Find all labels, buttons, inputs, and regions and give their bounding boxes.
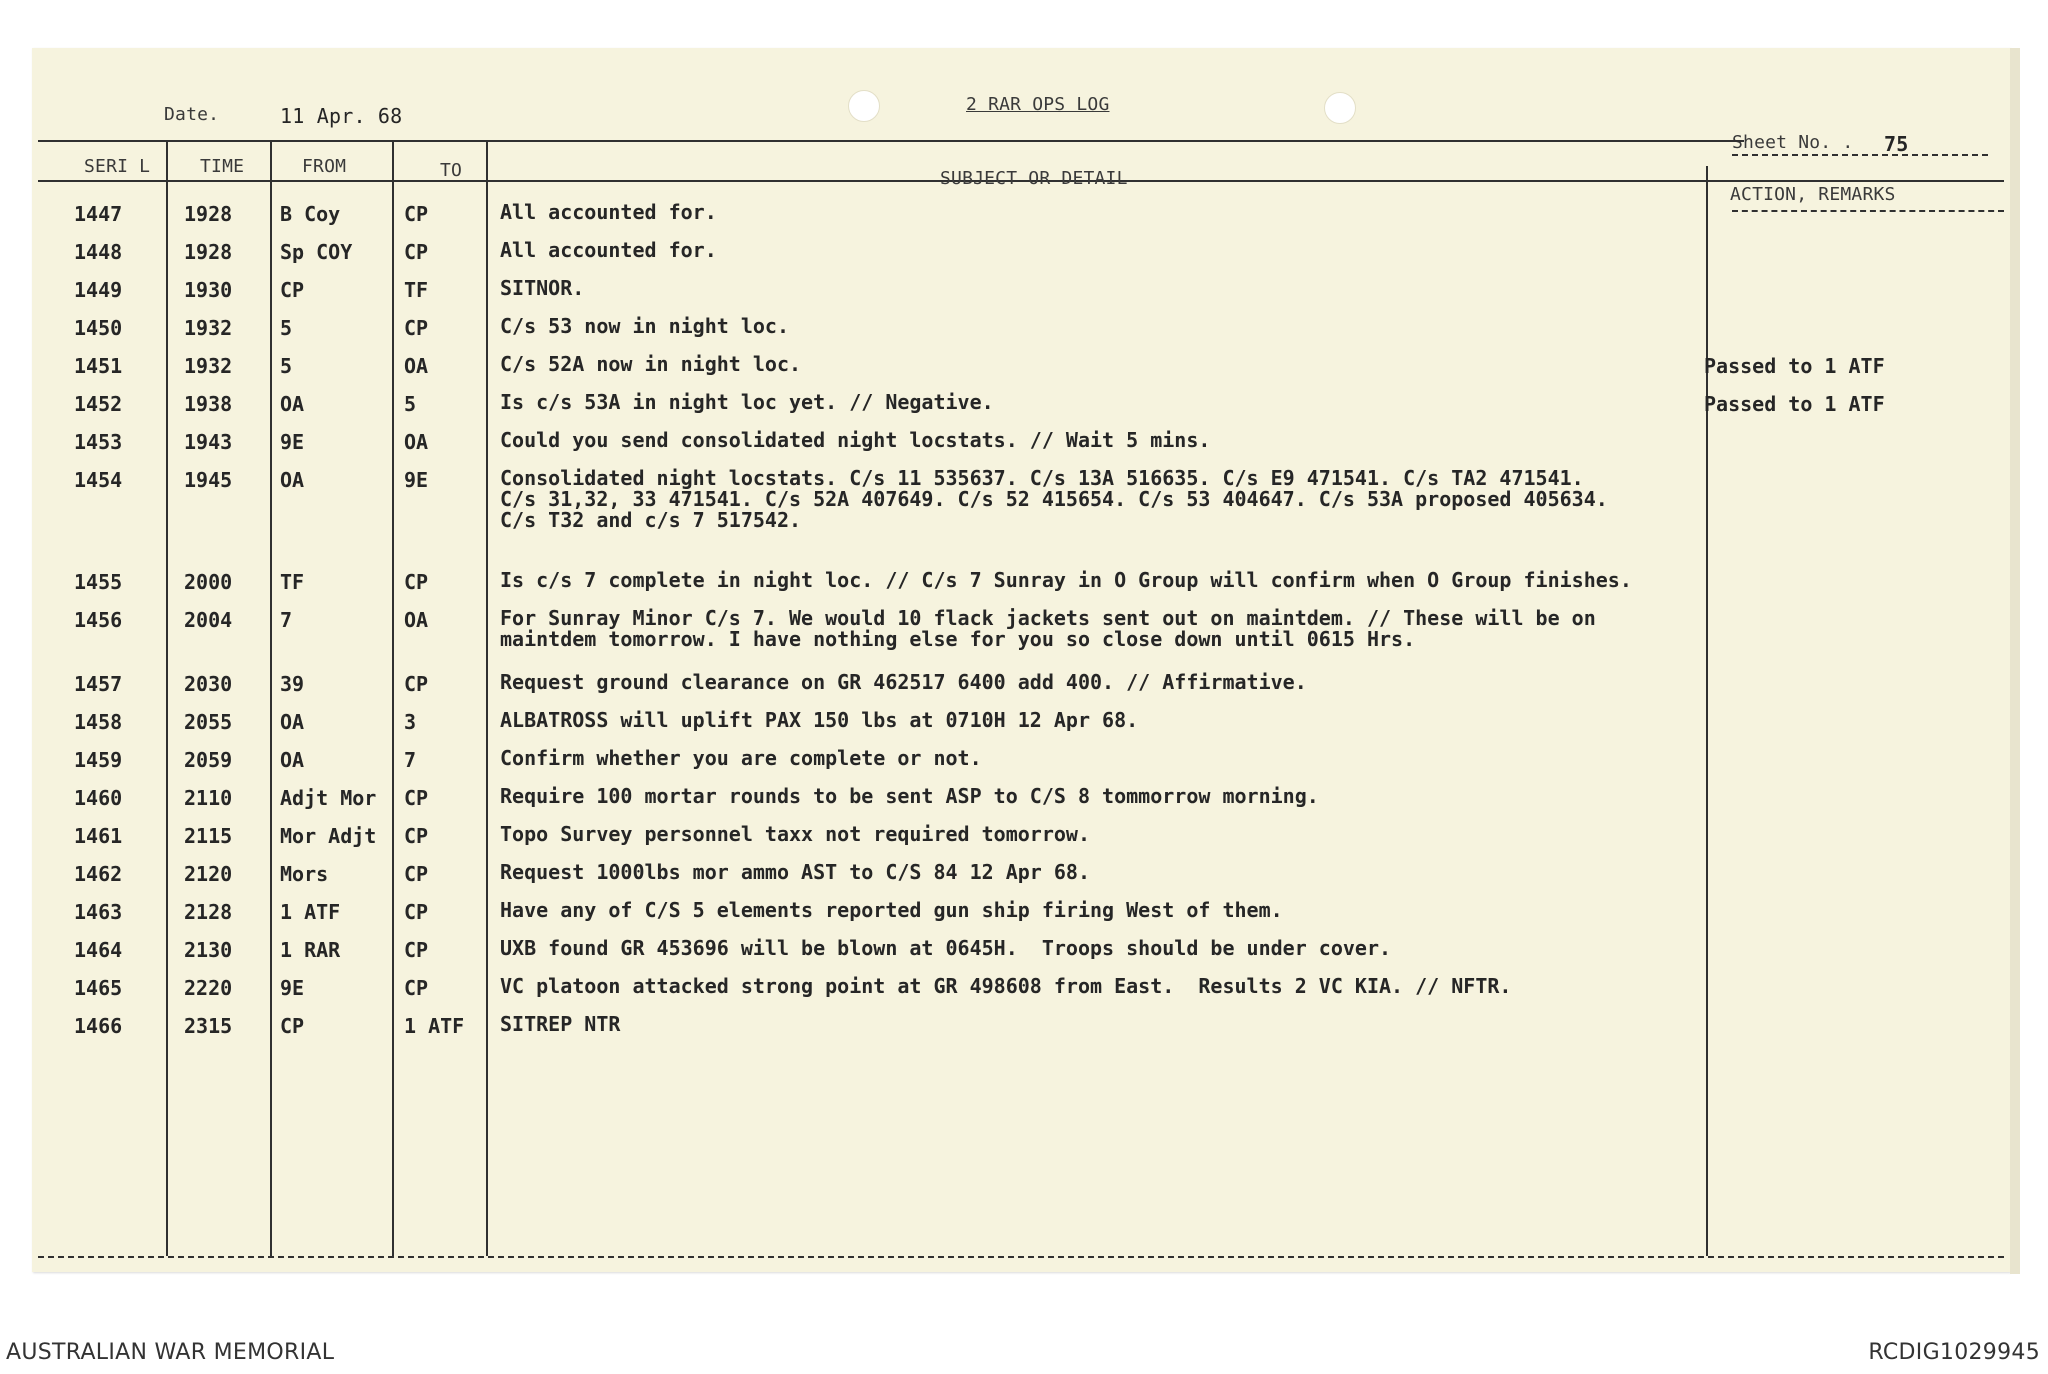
remark-cell: Passed to 1 ATF xyxy=(1704,392,1885,416)
serial-cell: 1450 xyxy=(74,316,123,340)
detail-cell: C/s 53 now in night loc. xyxy=(500,314,789,338)
time-cell: 1945 xyxy=(184,468,233,492)
from-cell: CP xyxy=(280,278,305,302)
time-cell: 1943 xyxy=(184,430,233,454)
detail-cell: Is c/s 53A in night loc yet. // Negative. xyxy=(500,390,994,414)
time-cell: 2110 xyxy=(184,786,233,810)
to-cell: CP xyxy=(404,824,429,848)
from-cell: OA xyxy=(280,468,305,492)
serial-cell: 1462 xyxy=(74,862,123,886)
from-cell: 39 xyxy=(280,672,305,696)
to-cell: TF xyxy=(404,278,429,302)
from-cell: 1 ATF xyxy=(280,900,341,924)
from-cell: CP xyxy=(280,1014,305,1038)
detail-cell: All accounted for. xyxy=(500,238,717,262)
time-cell: 2055 xyxy=(184,710,233,734)
remarks-rule xyxy=(1732,210,2004,212)
serial-cell: 1451 xyxy=(74,354,123,378)
serial-cell: 1448 xyxy=(74,240,123,264)
col-header-from: FROM xyxy=(302,156,347,177)
col-header-to: TO xyxy=(440,160,463,181)
time-cell: 2220 xyxy=(184,976,233,1000)
from-cell: Mors xyxy=(280,862,329,886)
time-cell: 2315 xyxy=(184,1014,233,1038)
to-cell: OA xyxy=(404,608,429,632)
footer-source: AUSTRALIAN WAR MEMORIAL xyxy=(6,1340,335,1365)
to-cell: CP xyxy=(404,976,429,1000)
time-cell: 2030 xyxy=(184,672,233,696)
col-header-action: ACTION, REMARKS xyxy=(1730,184,1896,205)
to-cell: 7 xyxy=(404,748,417,772)
time-cell: 1930 xyxy=(184,278,233,302)
from-cell: 9E xyxy=(280,430,305,454)
to-cell: 5 xyxy=(404,392,417,416)
log-sheet xyxy=(32,48,2010,1272)
to-cell: 3 xyxy=(404,710,417,734)
serial-cell: 1457 xyxy=(74,672,123,696)
serial-cell: 1449 xyxy=(74,278,123,302)
from-cell: Sp COY xyxy=(280,240,353,264)
detail-cell: Have any of C/S 5 elements reported gun ship firing West of them. xyxy=(500,898,1283,922)
serial-cell: 1459 xyxy=(74,748,123,772)
serial-cell: 1447 xyxy=(74,202,123,226)
to-cell: CP xyxy=(404,202,429,226)
detail-cell: Request ground clearance on GR 462517 6400 add 400. // Affirmative. xyxy=(500,670,1307,694)
punch-hole-left xyxy=(848,90,880,122)
sheet-number: 75 xyxy=(1884,132,1909,156)
detail-cell: Request 1000lbs mor ammo AST to C/S 84 12 Apr 68. xyxy=(500,860,1091,884)
from-cell: B Coy xyxy=(280,202,341,226)
from-cell: 5 xyxy=(280,316,293,340)
from-cell: 9E xyxy=(280,976,305,1000)
serial-cell: 1465 xyxy=(74,976,123,1000)
col-header-serial: SERI L xyxy=(84,156,151,177)
serial-cell: 1466 xyxy=(74,1014,123,1038)
from-cell: Mor Adjt xyxy=(280,824,377,848)
time-cell: 1928 xyxy=(184,240,233,264)
time-cell: 1928 xyxy=(184,202,233,226)
to-cell: OA xyxy=(404,430,429,454)
detail-cell: Is c/s 7 complete in night loc. // C/s 7 Sunray in O Group will confirm when O Group finishes. xyxy=(500,568,1632,592)
time-cell: 2115 xyxy=(184,824,233,848)
date-label: Date. xyxy=(164,104,220,125)
time-cell: 1938 xyxy=(184,392,233,416)
time-cell: 2059 xyxy=(184,748,233,772)
time-cell: 2128 xyxy=(184,900,233,924)
time-cell: 2130 xyxy=(184,938,233,962)
detail-cell: Confirm whether you are complete or not. xyxy=(500,746,982,770)
serial-cell: 1455 xyxy=(74,570,123,594)
serial-cell: 1456 xyxy=(74,608,123,632)
to-cell: CP xyxy=(404,240,429,264)
serial-cell: 1452 xyxy=(74,392,123,416)
sheet-edge xyxy=(2010,48,2020,1274)
to-cell: 9E xyxy=(404,468,429,492)
serial-cell: 1464 xyxy=(74,938,123,962)
col-divider-serial xyxy=(166,142,168,1256)
to-cell: CP xyxy=(404,938,429,962)
serial-cell: 1458 xyxy=(74,710,123,734)
detail-cell: All accounted for. xyxy=(500,200,717,224)
detail-cell: SITNOR. xyxy=(500,276,585,300)
col-divider-subject xyxy=(1706,166,1708,1256)
time-cell: 2120 xyxy=(184,862,233,886)
to-cell: CP xyxy=(404,862,429,886)
from-cell: OA xyxy=(280,392,305,416)
to-cell: OA xyxy=(404,354,429,378)
serial-cell: 1454 xyxy=(74,468,123,492)
serial-cell: 1461 xyxy=(74,824,123,848)
remark-cell: Passed to 1 ATF xyxy=(1704,354,1885,378)
time-cell: 2004 xyxy=(184,608,233,632)
detail-cell: ALBATROSS will uplift PAX 150 lbs at 0710H 12 Apr 68. xyxy=(500,708,1139,732)
col-divider-time xyxy=(270,142,272,1256)
from-cell: 1 RAR xyxy=(280,938,341,962)
detail-cell: Topo Survey personnel taxx not required tomorrow. xyxy=(500,822,1091,846)
serial-cell: 1460 xyxy=(74,786,123,810)
col-header-subject: SUBJECT OR DETAIL xyxy=(940,168,1128,189)
to-cell: 1 ATF xyxy=(404,1014,465,1038)
to-cell: CP xyxy=(404,316,429,340)
serial-cell: 1463 xyxy=(74,900,123,924)
to-cell: CP xyxy=(404,900,429,924)
header-rule-right xyxy=(1732,154,1988,156)
from-cell: OA xyxy=(280,710,305,734)
to-cell: CP xyxy=(404,570,429,594)
detail-cell: Consolidated night locstats. C/s 11 535637. C/s 13A 516635. C/s E9 471541. C/s TA2 471541. C/s 31,32, 33 471541. C/s 52A 407649. C/s 52 415654. C/s 53 404647. C/s 53A proposed 405634. C/s T32 and c/s 7 517542. xyxy=(500,466,1608,532)
detail-cell: Require 100 mortar rounds to be sent ASP to C/S 8 tommorrow morning. xyxy=(500,784,1319,808)
sheet-label: Sheet No. . xyxy=(1732,132,1854,153)
punch-hole-right xyxy=(1324,92,1356,124)
time-cell: 1932 xyxy=(184,316,233,340)
time-cell: 2000 xyxy=(184,570,233,594)
header-rule-top xyxy=(38,140,1744,142)
col-divider-to xyxy=(486,142,488,1256)
footer-id: RCDIG1029945 xyxy=(1868,1340,2040,1365)
col-header-time: TIME xyxy=(200,156,245,177)
to-cell: CP xyxy=(404,672,429,696)
bottom-rule xyxy=(38,1256,2004,1258)
time-cell: 1932 xyxy=(184,354,233,378)
serial-cell: 1453 xyxy=(74,430,123,454)
page-title: 2 RAR OPS LOG xyxy=(966,94,1110,115)
from-cell: Adjt Mor xyxy=(280,786,377,810)
detail-cell: C/s 52A now in night loc. xyxy=(500,352,802,376)
detail-cell: VC platoon attacked strong point at GR 498608 from East. Results 2 VC KIA. // NFTR. xyxy=(500,974,1512,998)
col-divider-from xyxy=(392,142,394,1256)
from-cell: OA xyxy=(280,748,305,772)
detail-cell: For Sunray Minor C/s 7. We would 10 flack jackets sent out on maintdem. // These will be on maintdem tomorrow. I have nothing else for you so close down until 0615 Hrs. xyxy=(500,606,1596,651)
detail-cell: UXB found GR 453696 will be blown at 0645H. Troops should be under cover. xyxy=(500,936,1392,960)
from-cell: TF xyxy=(280,570,305,594)
date-value: 11 Apr. 68 xyxy=(280,104,403,128)
detail-cell: Could you send consolidated night locstats. // Wait 5 mins. xyxy=(500,428,1211,452)
from-cell: 7 xyxy=(280,608,293,632)
to-cell: CP xyxy=(404,786,429,810)
detail-cell: SITREP NTR xyxy=(500,1012,621,1036)
from-cell: 5 xyxy=(280,354,293,378)
